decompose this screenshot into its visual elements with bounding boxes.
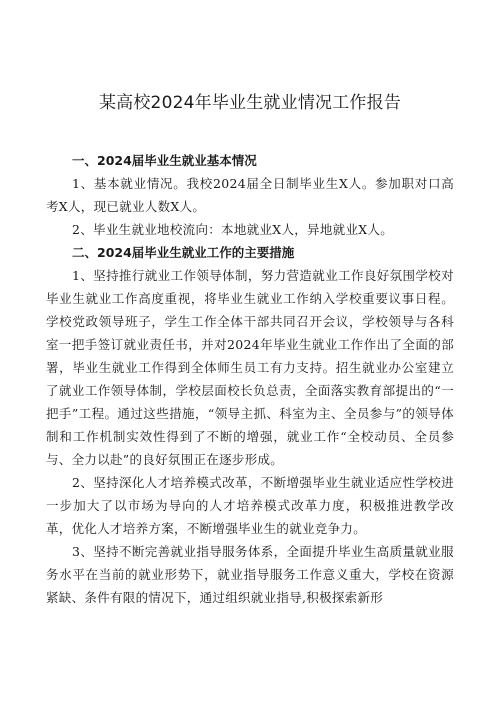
section-2-paragraph-1: 1、坚持推行就业工作领导体制，努力营造就业工作良好氛围学校对毕业生就业工作高度重视，将毕业生就业工作纳入学校重要议事日程。学校党政领导班子，学生工作全体干部共同召开会议，学校领导与各科室一把手签订就业责任书，并对2024年毕业生就业工作作出了全面的部署，毕业生就业工作得到全体师生员工有力支持。招生就业办公室建立了就业工作领导体制，学校层面校长负总责，全面落实教育部提出的“一把手”工程。通过这些措施，“领导主抓、科室为主、全员参与”的领导体制和工作机制实效性得到了不断的增强，就业工作“全校动员、全员参与、全力以赴”的良好氛围正在逐步形成。 <box>46 268 454 467</box>
section-heading-2: 二、2024届毕业生就业工作的主要措施 <box>72 245 295 260</box>
section-heading-1: 一、2024届毕业生就业基本情况 <box>72 153 257 168</box>
section-1-paragraph-1: 1、基本就业情况。我校2024届全日制毕业生X人。参加职对口高考X人，现已就业人数X人。 <box>46 176 454 214</box>
document-title: 某高校2024年毕业生就业情况工作报告 <box>98 93 402 113</box>
section-2-paragraph-2: 2、坚持深化人才培养模式改革，不断增强毕业生就业适应性学校进一步加大了以市场为导向的人才培养模式改革力度，积极推进教学改革，优化人才培养方案，不断增强毕业生的就业竞争力。 <box>46 475 454 536</box>
section-2-paragraph-3: 3、坚持不断完善就业指导服务体系，全面提升毕业生高质量就业服务水平在当前的就业形势下，就业指导服务工作意义重大，学校在资源紧缺、条件有限的情况下，通过组织就业指导,积极探索新形 <box>46 544 454 605</box>
section-1-paragraph-2: 2、毕业生就业地校流向：本地就业X人，异地就业X人。 <box>72 222 394 237</box>
